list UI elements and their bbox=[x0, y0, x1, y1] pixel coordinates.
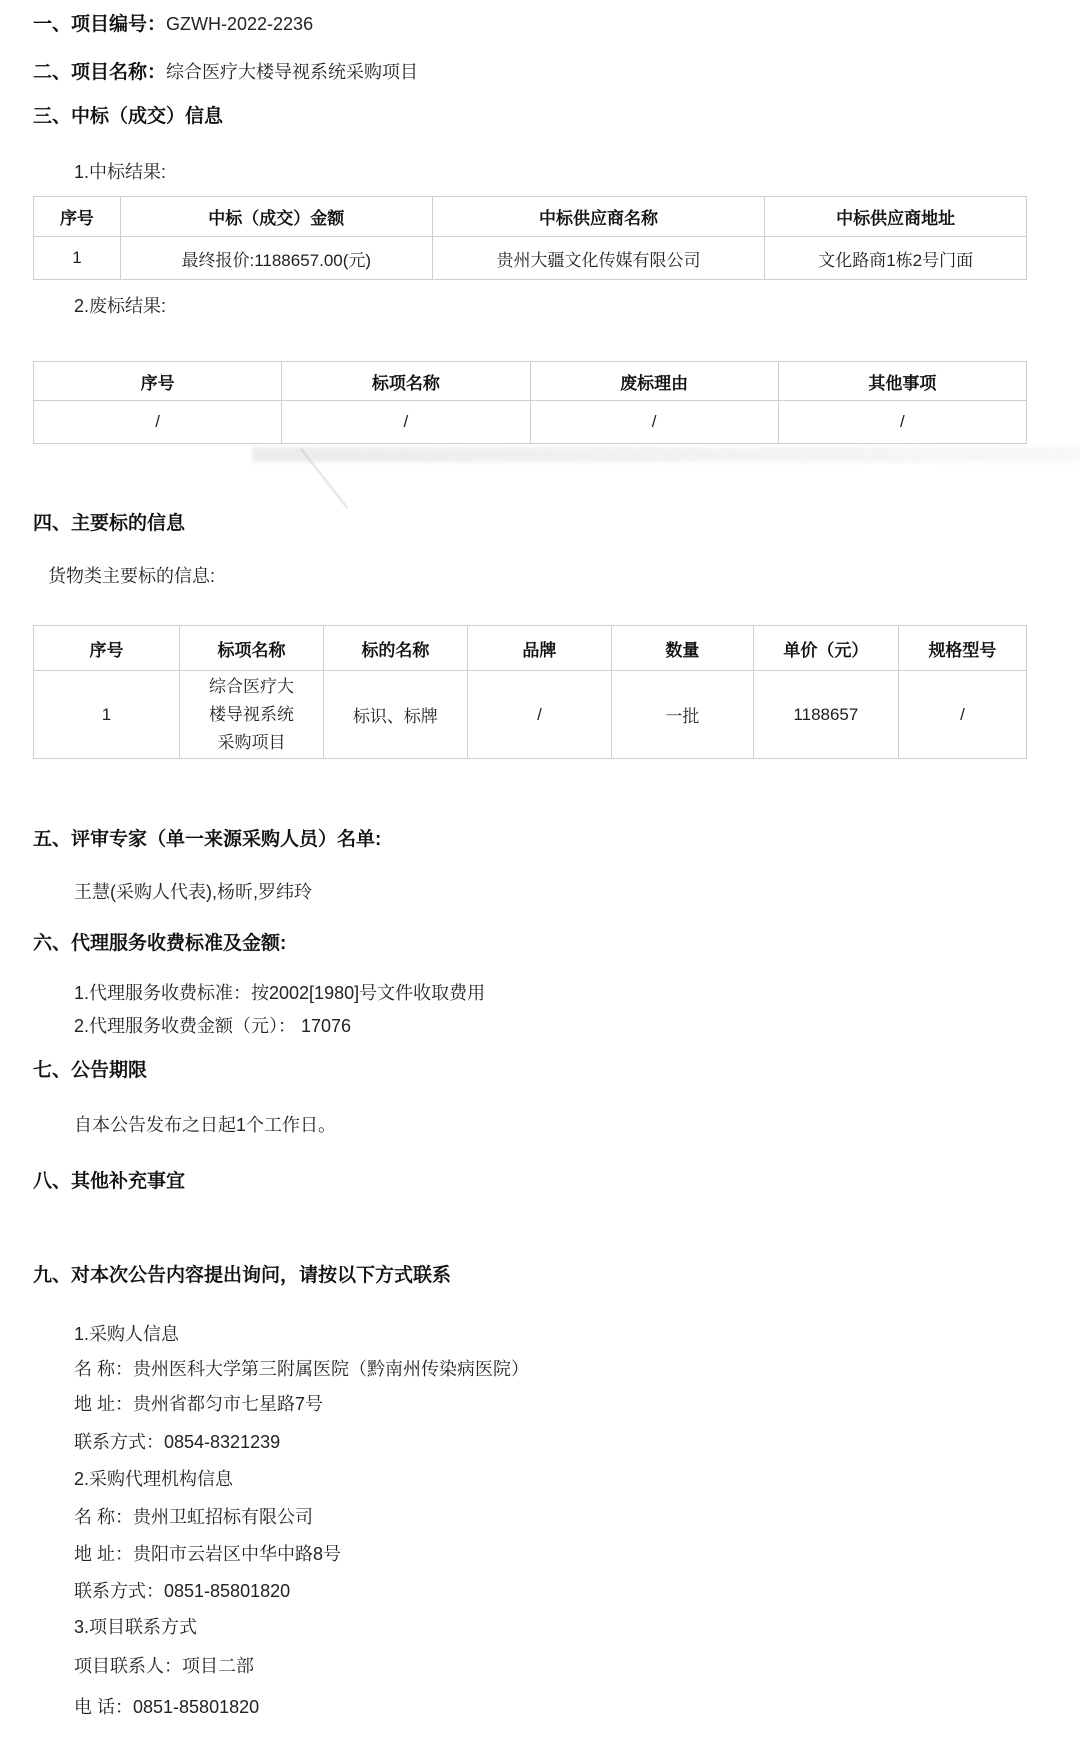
col-header-supplier-name: 中标供应商名称 bbox=[432, 197, 765, 237]
section-other-supplement-heading: 八、其他补充事宜 bbox=[33, 1171, 186, 1192]
purchaser-contact: 联系方式：0854-8321239 bbox=[74, 1432, 281, 1452]
cell-lot-name: / bbox=[282, 401, 530, 444]
col-header-seq: 序号 bbox=[34, 626, 180, 671]
cell-unit-price: 1188657 bbox=[753, 671, 898, 759]
col-header-supplier-address: 中标供应商地址 bbox=[765, 197, 1027, 237]
col-header-seq: 序号 bbox=[34, 197, 121, 237]
rejected-result-subheading: 2.废标结果: bbox=[74, 296, 167, 316]
project-number-value: GZWH-2022-2236 bbox=[166, 14, 314, 34]
section-project-name-label: 二、项目名称： bbox=[33, 62, 167, 83]
table-header-row bbox=[34, 197, 1027, 237]
col-header-other-matters: 其他事项 bbox=[778, 362, 1026, 401]
cell-supplier-name: 贵州大疆文化传媒有限公司 bbox=[432, 237, 765, 280]
agency-address: 地 址：贵阳市云岩区中华中路8号 bbox=[74, 1544, 342, 1564]
award-result-subheading: 1.中标结果: bbox=[74, 162, 167, 182]
section-agency-fee-heading: 六、代理服务收费标准及金额: bbox=[33, 933, 287, 954]
col-header-unit-price: 单价（元） bbox=[753, 626, 898, 671]
purchaser-address: 地 址：贵州省都匀市七星路7号 bbox=[74, 1394, 324, 1414]
table-row bbox=[34, 671, 1027, 759]
agency-contact: 联系方式：0851-85801820 bbox=[74, 1581, 291, 1601]
rejected-result-table bbox=[33, 361, 1027, 444]
agency-fee-standard: 1.代理服务收费标准：按2002[1980]号文件收取费用 bbox=[74, 983, 486, 1003]
col-header-quantity: 数量 bbox=[611, 626, 753, 671]
cell-lot-name bbox=[179, 671, 323, 759]
cell-seq: 1 bbox=[34, 237, 121, 280]
cell-brand: / bbox=[467, 671, 611, 759]
scan-smudge-artifact bbox=[252, 447, 1080, 462]
experts-names: 王慧(采购人代表),杨昕,罗纬玲 bbox=[74, 882, 312, 902]
col-header-reject-reason: 废标理由 bbox=[530, 362, 778, 401]
cell-lot-name-text: 综合医疗大楼导视系统采购项目 bbox=[208, 676, 294, 752]
cell-reject-reason: / bbox=[530, 401, 778, 444]
cell-amount: 最终报价:1188657.00(元) bbox=[120, 237, 432, 280]
col-header-lot-name: 标项名称 bbox=[282, 362, 530, 401]
announcement-period-text: 自本公告发布之日起1个工作日。 bbox=[74, 1115, 337, 1135]
section-project-name bbox=[33, 60, 418, 85]
table-header-row bbox=[34, 626, 1027, 671]
project-name-value: 综合医疗大楼导视系统采购项目 bbox=[166, 62, 419, 82]
project-contact-title: 3.项目联系方式 bbox=[74, 1617, 198, 1637]
project-contact-phone: 电 话：0851-85801820 bbox=[74, 1697, 260, 1717]
cell-spec-model: / bbox=[898, 671, 1026, 759]
goods-subject-note: 货物类主要标的信息: bbox=[48, 566, 216, 586]
col-header-seq: 序号 bbox=[34, 362, 282, 401]
section-contact-heading: 九、对本次公告内容提出询问，请按以下方式联系 bbox=[33, 1265, 452, 1286]
project-contact-person: 项目联系人：项目二部 bbox=[74, 1656, 254, 1676]
agency-fee-amount: 2.代理服务收费金额（元）： 17076 bbox=[74, 1016, 352, 1036]
cell-quantity: 一批 bbox=[611, 671, 753, 759]
cell-seq: / bbox=[34, 401, 282, 444]
section-award-info-heading: 三、中标（成交）信息 bbox=[33, 106, 224, 127]
cell-seq: 1 bbox=[34, 671, 180, 759]
section-project-number bbox=[33, 12, 313, 37]
purchaser-name: 名 称：贵州医科大学第三附属医院（黔南州传染病医院） bbox=[74, 1359, 529, 1379]
table-row bbox=[34, 401, 1027, 444]
col-header-spec-model: 规格型号 bbox=[898, 626, 1026, 671]
section-project-number-label: 一、项目编号： bbox=[33, 14, 167, 35]
subject-info-table bbox=[33, 625, 1027, 759]
col-header-brand: 品牌 bbox=[467, 626, 611, 671]
table-row bbox=[34, 237, 1027, 280]
section-announcement-period-heading: 七、公告期限 bbox=[33, 1060, 148, 1081]
col-header-subject-name: 标的名称 bbox=[323, 626, 467, 671]
cell-supplier-address: 文化路商1栋2号门面 bbox=[765, 237, 1027, 280]
cell-subject-name: 标识、标牌 bbox=[323, 671, 467, 759]
section-experts-heading: 五、评审专家（单一来源采购人员）名单: bbox=[33, 829, 382, 850]
award-result-table bbox=[33, 196, 1027, 280]
table-header-row bbox=[34, 362, 1027, 401]
cell-other-matters: / bbox=[778, 401, 1026, 444]
agency-name: 名 称：贵州卫虹招标有限公司 bbox=[74, 1507, 313, 1527]
col-header-amount: 中标（成交）金额 bbox=[120, 197, 432, 237]
col-header-lot-name: 标项名称 bbox=[179, 626, 323, 671]
agency-info-title: 2.采购代理机构信息 bbox=[74, 1469, 234, 1489]
section-subject-info-heading: 四、主要标的信息 bbox=[33, 513, 186, 534]
purchaser-info-title: 1.采购人信息 bbox=[74, 1324, 180, 1344]
